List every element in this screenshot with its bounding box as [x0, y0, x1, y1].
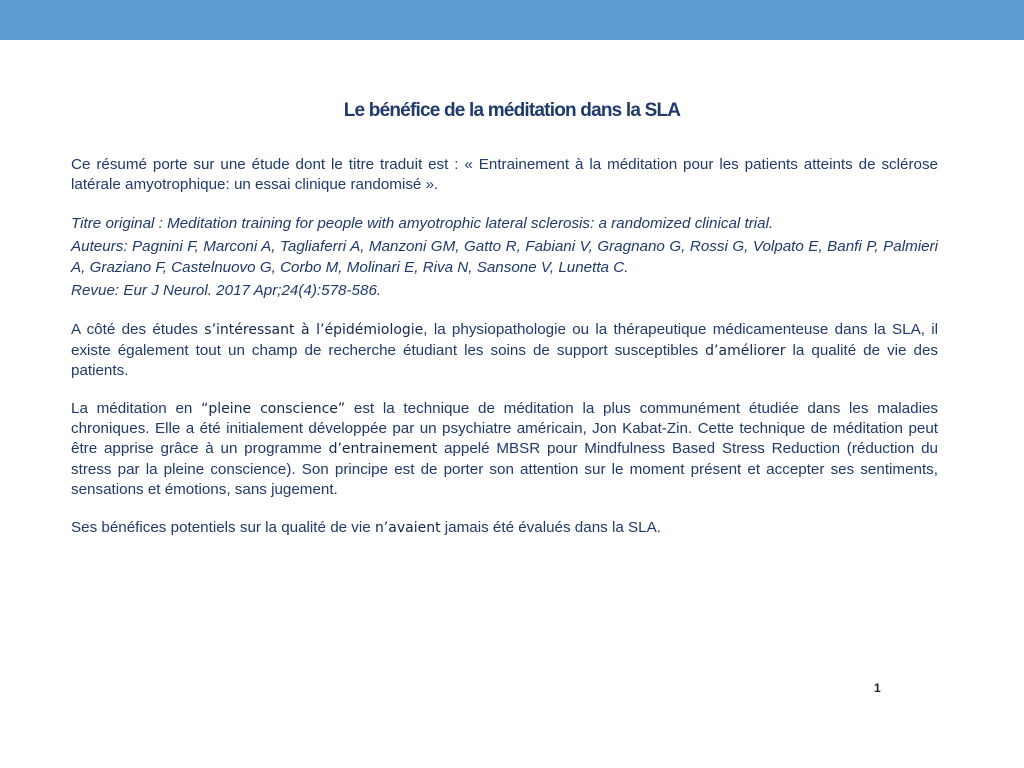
context-text-1: A côté des études [71, 321, 205, 339]
slide-title: Le bénéfice de la méditation dans la SLA [343, 100, 681, 121]
meditation-text-3: appelé MBSR pour Mindfulness Based Stress Reduction (réduction du stress par la pleine conscience). Son principe est de porter son attention sur le moment présent et accepter ses sentiments, sensations et émotions, sans jugement. [71, 440, 939, 499]
slide-body [71, 155, 938, 538]
benefits-text-2: jamais été évalués dans la SLA. [440, 518, 661, 536]
meditation-keyword-2: d’entrainement [328, 441, 438, 458]
benefits-paragraph [71, 518, 938, 538]
context-text-3: la qualité de vie des patients. [71, 341, 938, 380]
journal: Revue: Eur J Neurol. 2017 Apr;24(4):578-586. [71, 282, 382, 300]
context-paragraph [71, 320, 938, 381]
intro-paragraph: Ce résumé porte sur une étude dont le titre traduit est : « Entrainement à la méditation pour les patients atteints de sclérose latérale amyotrophique: un essai clinique randomisé ». [71, 156, 938, 194]
benefits-keyword-1: n’avaient [374, 519, 441, 536]
benefits-text-1: Ses bénéfices potentiels sur la qualité de vie [71, 518, 375, 536]
context-text-2: , la physiopathologie ou la thérapeutique médicamenteuse dans la SLA, il existe également tout un champ de recherche étudiant les soins de support susceptibles [71, 321, 938, 359]
original-title: Titre original : Meditation training for people with amyotrophic lateral sclerosis: a randomized clinical trial. [71, 214, 774, 232]
meditation-keyword-1: “pleine conscience” [201, 400, 346, 417]
meditation-paragraph [71, 399, 938, 501]
meditation-text-1: La méditation en [71, 399, 202, 417]
authors: Auteurs: Pagnini F, Marconi A, Tagliaferri A, Manzoni GM, Gatto R, Fabiani V, Gragnano G, Rossi G, Volpato E, Banfi P, Palmieri A, Graziano F, Castelnuovo G, Corbo M, Molinari E, Riva N, Sansone V, Lunetta C. [71, 238, 938, 276]
page-number: 1 [874, 681, 881, 695]
meditation-text-2: est la technique de méditation la plus communément étudiée dans les maladies chroniques. Elle a été initialement développée par un psychiatre américain, Jon Kabat-Zin. Cette technique de méditation peut être apprise grâce à un programme [71, 399, 938, 458]
context-keyword-2: d’améliorer [705, 342, 786, 359]
header-bar [0, 0, 1024, 40]
context-keyword-1: s’intéressant à l’épidémiologie [204, 322, 424, 339]
